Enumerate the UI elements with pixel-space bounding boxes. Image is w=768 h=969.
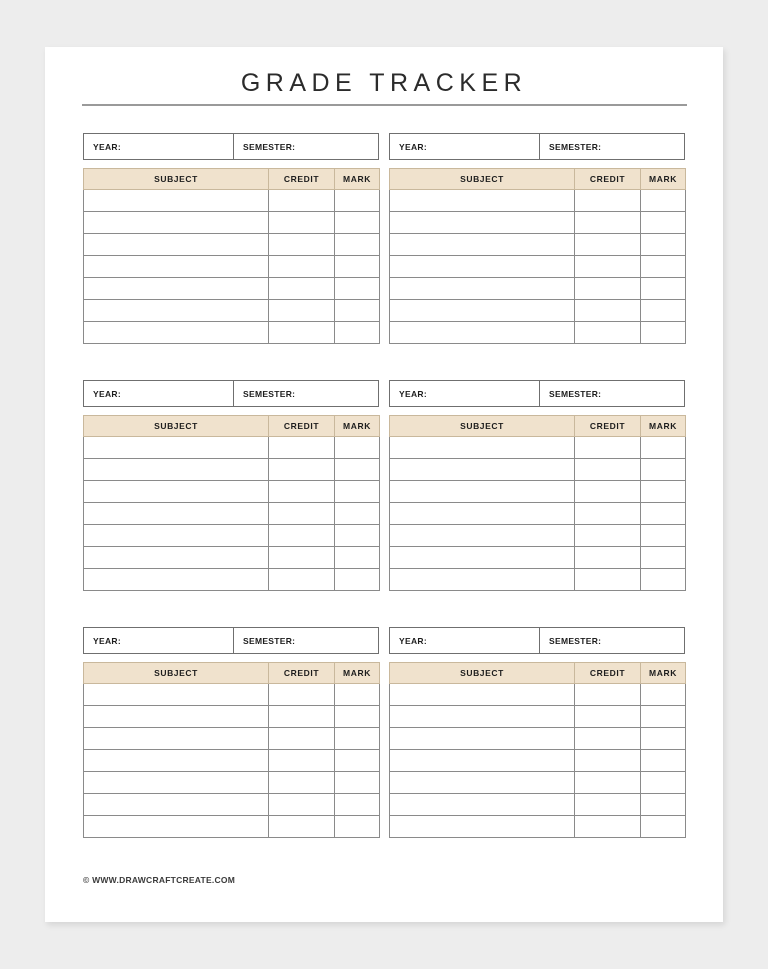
column-header-subject: SUBJECT [390,663,575,684]
cell-subject[interactable] [84,190,269,212]
cell-subject[interactable] [84,816,269,838]
cell-credit[interactable] [269,278,335,300]
table-row [84,256,380,278]
table-row [84,772,380,794]
column-header-credit: CREDIT [269,663,335,684]
table-header-row [84,663,380,684]
table-row [390,278,686,300]
semester-field[interactable] [234,134,378,159]
column-header-subject: SUBJECT [390,416,575,437]
cell-mark[interactable] [641,525,686,547]
table-header-row [84,169,380,190]
term-meta-row [83,380,379,407]
cell-mark[interactable] [335,569,380,591]
cell-credit[interactable] [575,234,641,256]
table-row [390,750,686,772]
year-label: YEAR: [399,388,427,399]
year-field[interactable] [390,628,540,653]
table-row [390,481,686,503]
cell-subject[interactable] [84,300,269,322]
cell-credit[interactable] [269,212,335,234]
cell-mark[interactable] [641,706,686,728]
cell-credit[interactable] [269,256,335,278]
term-meta-row [83,627,379,654]
cell-credit[interactable] [575,322,641,344]
cell-subject[interactable] [390,569,575,591]
cell-mark[interactable] [335,816,380,838]
table-header-row [390,169,686,190]
grade-block [389,627,685,838]
cell-subject[interactable] [390,256,575,278]
cell-mark[interactable] [335,706,380,728]
semester-label: SEMESTER: [549,635,602,646]
cell-subject[interactable] [390,728,575,750]
cell-mark[interactable] [335,437,380,459]
table-row [390,706,686,728]
cell-mark[interactable] [335,234,380,256]
cell-subject[interactable] [84,525,269,547]
semester-label: SEMESTER: [549,388,602,399]
cell-mark[interactable] [641,728,686,750]
cell-mark[interactable] [335,278,380,300]
cell-mark[interactable] [335,256,380,278]
column-header-mark: MARK [641,416,686,437]
table-header-row [390,416,686,437]
table-row [390,816,686,838]
cell-mark[interactable] [641,750,686,772]
cell-credit[interactable] [269,794,335,816]
table-row [390,569,686,591]
cell-mark[interactable] [641,190,686,212]
cell-credit[interactable] [575,569,641,591]
semester-label: SEMESTER: [549,141,602,152]
cell-mark[interactable] [335,459,380,481]
cell-mark[interactable] [335,794,380,816]
cell-credit[interactable] [575,503,641,525]
term-meta-row [389,627,685,654]
table-row [84,212,380,234]
column-header-subject: SUBJECT [84,416,269,437]
column-header-credit: CREDIT [575,663,641,684]
cell-credit[interactable] [575,256,641,278]
column-header-credit: CREDIT [269,169,335,190]
column-header-credit: CREDIT [575,169,641,190]
cell-credit[interactable] [575,684,641,706]
table-row [84,706,380,728]
semester-field[interactable] [234,628,378,653]
cell-credit[interactable] [575,459,641,481]
table-row [390,728,686,750]
cell-credit[interactable] [269,816,335,838]
cell-subject[interactable] [390,750,575,772]
cell-subject[interactable] [390,547,575,569]
cell-subject[interactable] [390,816,575,838]
table-row [390,459,686,481]
table-row [390,503,686,525]
table-row [84,684,380,706]
grade-table [389,415,686,591]
year-label: YEAR: [93,388,121,399]
year-field[interactable] [390,134,540,159]
cell-mark[interactable] [641,234,686,256]
table-row [84,750,380,772]
cell-credit[interactable] [575,300,641,322]
year-field[interactable] [390,381,540,406]
cell-credit[interactable] [269,322,335,344]
table-row [390,772,686,794]
grade-table [389,662,686,838]
year-field[interactable] [84,381,234,406]
cell-credit[interactable] [575,794,641,816]
cell-mark[interactable] [335,481,380,503]
table-row [390,212,686,234]
cell-credit[interactable] [575,816,641,838]
cell-credit[interactable] [269,772,335,794]
grade-block [389,380,685,591]
cell-credit[interactable] [575,547,641,569]
cell-subject[interactable] [84,794,269,816]
table-row [84,569,380,591]
term-meta-row [389,380,685,407]
cell-subject[interactable] [390,212,575,234]
cell-mark[interactable] [335,525,380,547]
cell-mark[interactable] [641,503,686,525]
term-meta-row [83,133,379,160]
cell-mark[interactable] [641,278,686,300]
cell-credit[interactable] [269,190,335,212]
grade-block [83,380,379,591]
table-row [84,481,380,503]
cell-mark[interactable] [335,503,380,525]
cell-credit[interactable] [575,437,641,459]
table-row [84,816,380,838]
table-row [390,322,686,344]
cell-subject[interactable] [84,750,269,772]
cell-credit[interactable] [575,772,641,794]
cell-subject[interactable] [84,728,269,750]
cell-subject[interactable] [390,190,575,212]
term-meta-row [389,133,685,160]
page-title: GRADE TRACKER [240,69,528,97]
cell-subject[interactable] [84,212,269,234]
cell-credit[interactable] [575,728,641,750]
footer-credit: © WWW.DRAWCRAFTCREATE.COM [83,875,236,885]
table-row [84,234,380,256]
table-row [84,503,380,525]
grade-table [83,168,380,344]
table-row [390,437,686,459]
table-row [390,684,686,706]
table-row [84,278,380,300]
column-header-mark: MARK [641,169,686,190]
column-header-subject: SUBJECT [390,169,575,190]
cell-credit[interactable] [575,481,641,503]
cell-credit[interactable] [575,525,641,547]
cell-subject[interactable] [84,684,269,706]
cell-credit[interactable] [575,706,641,728]
grade-block [83,133,379,344]
column-header-credit: CREDIT [575,416,641,437]
table-row [84,459,380,481]
cell-credit[interactable] [269,728,335,750]
cell-mark[interactable] [641,569,686,591]
semester-label: SEMESTER: [243,141,296,152]
cell-mark[interactable] [335,728,380,750]
cell-mark[interactable] [641,684,686,706]
year-label: YEAR: [93,141,121,152]
grade-block [389,133,685,344]
table-header-row [390,663,686,684]
column-header-mark: MARK [335,416,380,437]
grade-block [83,627,379,838]
cell-subject[interactable] [390,772,575,794]
table-row [84,525,380,547]
cell-subject[interactable] [84,256,269,278]
table-row [390,525,686,547]
cell-mark[interactable] [335,772,380,794]
table-row [390,794,686,816]
column-header-mark: MARK [335,663,380,684]
cell-mark[interactable] [335,322,380,344]
table-row [390,234,686,256]
semester-label: SEMESTER: [243,388,296,399]
cell-credit[interactable] [269,437,335,459]
table-row [84,728,380,750]
cell-subject[interactable] [84,437,269,459]
cell-subject[interactable] [84,569,269,591]
cell-mark[interactable] [335,547,380,569]
table-row [84,547,380,569]
column-header-subject: SUBJECT [84,663,269,684]
cell-credit[interactable] [575,278,641,300]
cell-mark[interactable] [641,459,686,481]
semester-field[interactable] [540,134,684,159]
cell-credit[interactable] [269,547,335,569]
cell-subject[interactable] [390,300,575,322]
cell-mark[interactable] [641,212,686,234]
column-header-mark: MARK [641,663,686,684]
cell-mark[interactable] [641,322,686,344]
table-row [84,322,380,344]
cell-mark[interactable] [641,772,686,794]
cell-credit[interactable] [269,300,335,322]
cell-mark[interactable] [641,547,686,569]
table-header-row [84,416,380,437]
year-field[interactable] [84,628,234,653]
column-header-credit: CREDIT [269,416,335,437]
cell-credit[interactable] [269,234,335,256]
cell-credit[interactable] [575,750,641,772]
grade-table [83,415,380,591]
cell-subject[interactable] [390,278,575,300]
table-row [390,190,686,212]
semester-field[interactable] [540,381,684,406]
cell-subject[interactable] [390,525,575,547]
cell-subject[interactable] [390,437,575,459]
table-row [84,300,380,322]
cell-subject[interactable] [390,706,575,728]
cell-subject[interactable] [84,322,269,344]
cell-credit[interactable] [269,706,335,728]
cell-subject[interactable] [390,684,575,706]
semester-field[interactable] [540,628,684,653]
cell-subject[interactable] [84,481,269,503]
cell-credit[interactable] [269,750,335,772]
grade-block-grid [45,47,723,922]
table-row [390,547,686,569]
cell-subject[interactable] [390,322,575,344]
cell-mark[interactable] [641,437,686,459]
cell-credit[interactable] [269,525,335,547]
cell-credit[interactable] [269,569,335,591]
cell-credit[interactable] [575,212,641,234]
semester-label: SEMESTER: [243,635,296,646]
cell-subject[interactable] [84,234,269,256]
grade-table [389,168,686,344]
cell-mark[interactable] [641,256,686,278]
year-label: YEAR: [399,635,427,646]
cell-mark[interactable] [641,300,686,322]
cell-mark[interactable] [335,750,380,772]
table-row [84,794,380,816]
cell-credit[interactable] [269,481,335,503]
year-field[interactable] [84,134,234,159]
cell-subject[interactable] [390,794,575,816]
cell-mark[interactable] [641,481,686,503]
column-header-mark: MARK [335,169,380,190]
cell-subject[interactable] [390,459,575,481]
cell-mark[interactable] [335,190,380,212]
cell-mark[interactable] [335,300,380,322]
grade-table [83,662,380,838]
semester-field[interactable] [234,381,378,406]
year-label: YEAR: [399,141,427,152]
cell-mark[interactable] [641,816,686,838]
cell-subject[interactable] [84,503,269,525]
cell-credit[interactable] [269,503,335,525]
cell-subject[interactable] [390,481,575,503]
cell-subject[interactable] [390,503,575,525]
year-label: YEAR: [93,635,121,646]
cell-mark[interactable] [641,794,686,816]
cell-mark[interactable] [335,684,380,706]
column-header-subject: SUBJECT [84,169,269,190]
cell-subject[interactable] [84,278,269,300]
printable-page [45,47,723,922]
table-row [84,190,380,212]
cell-credit[interactable] [269,684,335,706]
table-row [390,256,686,278]
cell-subject[interactable] [84,547,269,569]
cell-credit[interactable] [575,190,641,212]
cell-subject[interactable] [84,772,269,794]
table-row [84,437,380,459]
cell-credit[interactable] [269,459,335,481]
table-row [390,300,686,322]
cell-subject[interactable] [390,234,575,256]
cell-subject[interactable] [84,706,269,728]
cell-mark[interactable] [335,212,380,234]
cell-subject[interactable] [84,459,269,481]
